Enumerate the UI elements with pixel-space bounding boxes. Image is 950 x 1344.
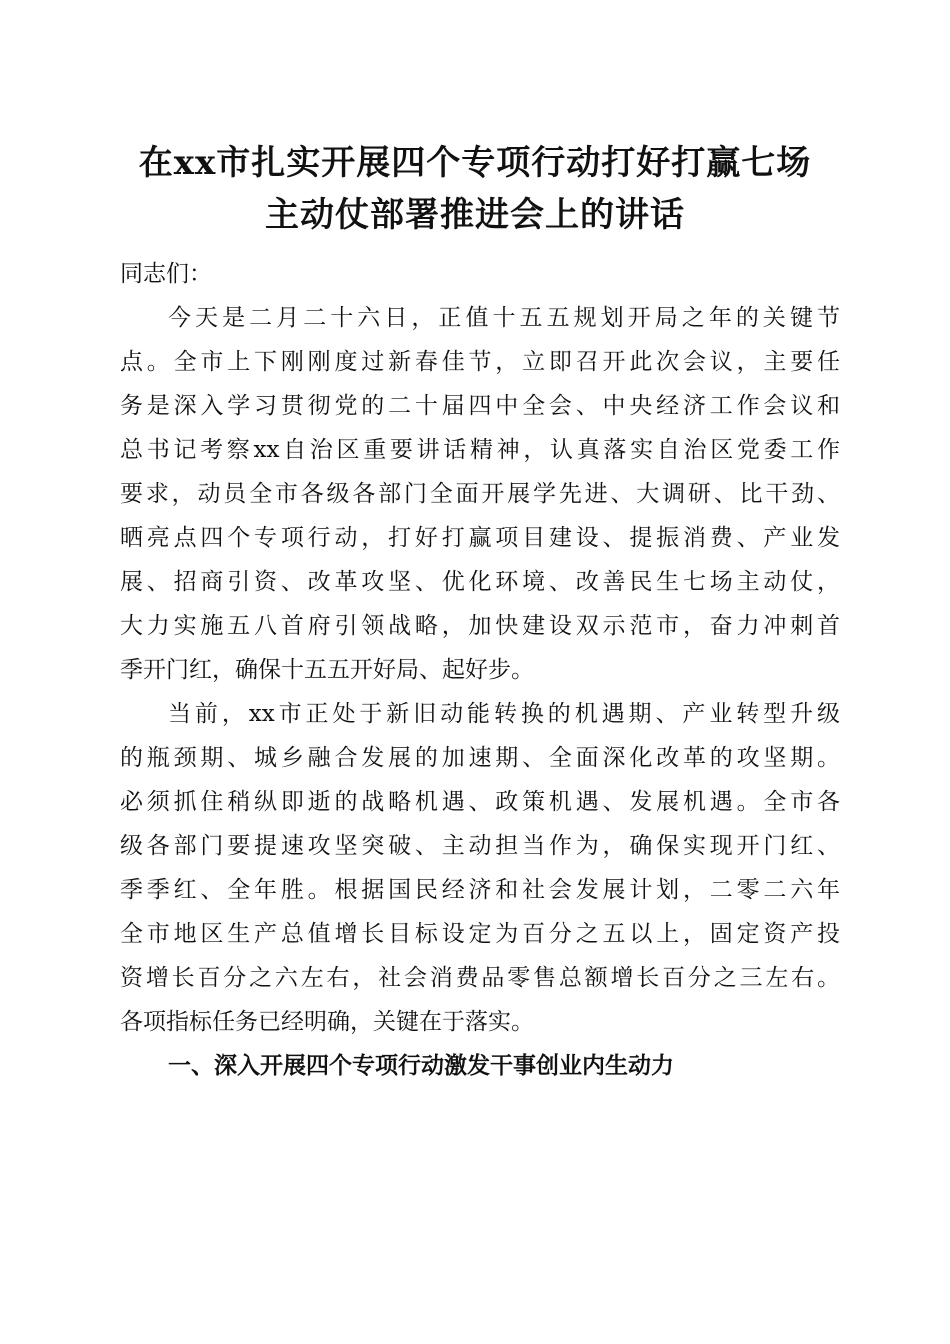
section-heading: 一、深入开展四个专项行动激发干事创业内生动力 <box>168 1053 674 1079</box>
paragraph-line: 今天是二月二十六日，正值十五五规划开局之年的关键节 <box>168 305 840 331</box>
paragraph-1 <box>120 296 840 692</box>
paragraph-line: 展、招商引资、改革攻坚、优化环境、改善民生七场主动仗， <box>120 569 840 595</box>
paragraph-line: 季季红、全年胜。根据国民经济和社会发展计划，二零二六年 <box>120 877 840 903</box>
paragraph-line: 各项指标任务已经明确，关键在于落实。 <box>120 1009 534 1035</box>
paragraph-line: 晒亮点四个专项行动，打好打赢项目建设、提振消费、产业发 <box>120 525 840 551</box>
paragraph-line: 务是深入学习贯彻党的二十届四中全会、中央经济工作会议和 <box>120 393 840 419</box>
paragraph-line: 大力实施五八首府引领战略，加快建设双示范市，奋力冲刺首 <box>120 613 840 639</box>
paragraph-2 <box>120 692 840 1044</box>
paragraph-line: 当前，xx市正处于新旧动能转换的机遇期、产业转型升级 <box>168 701 840 727</box>
paragraph-line: 点。全市上下刚刚度过新春佳节，立即召开此次会议，主要任 <box>120 349 840 375</box>
paragraph-line: 资增长百分之六左右，社会消费品零售总额增长百分之三左右。 <box>120 965 840 991</box>
paragraph-line: 的瓶颈期、城乡融合发展的加速期、全面深化改革的攻坚期。 <box>120 745 840 771</box>
document-body <box>120 252 840 1088</box>
paragraph-line: 级各部门要提速攻坚突破、主动担当作为，确保实现开门红、 <box>120 833 840 859</box>
paragraph-line: 必须抓住稍纵即逝的战略机遇、政策机遇、发展机遇。全市各 <box>120 789 840 815</box>
paragraph-line: 季开门红，确保十五五开好局、起好步。 <box>120 657 534 683</box>
title-line-2: 主动仗部署推进会上的讲话 <box>265 195 685 235</box>
document-title <box>100 137 850 241</box>
paragraph-line: 全市地区生产总值增长目标设定为百分之五以上，固定资产投 <box>120 921 840 947</box>
paragraph-line: 总书记考察xx自治区重要讲话精神，认真落实自治区党委工作 <box>120 437 840 463</box>
paragraph-line: 要求，动员全市各级各部门全面开展学先进、大调研、比干劲、 <box>120 481 840 507</box>
title-line-1: 在xx市扎实开展四个专项行动打好打赢七场 <box>138 143 812 183</box>
greeting: 同志们： <box>120 261 212 287</box>
